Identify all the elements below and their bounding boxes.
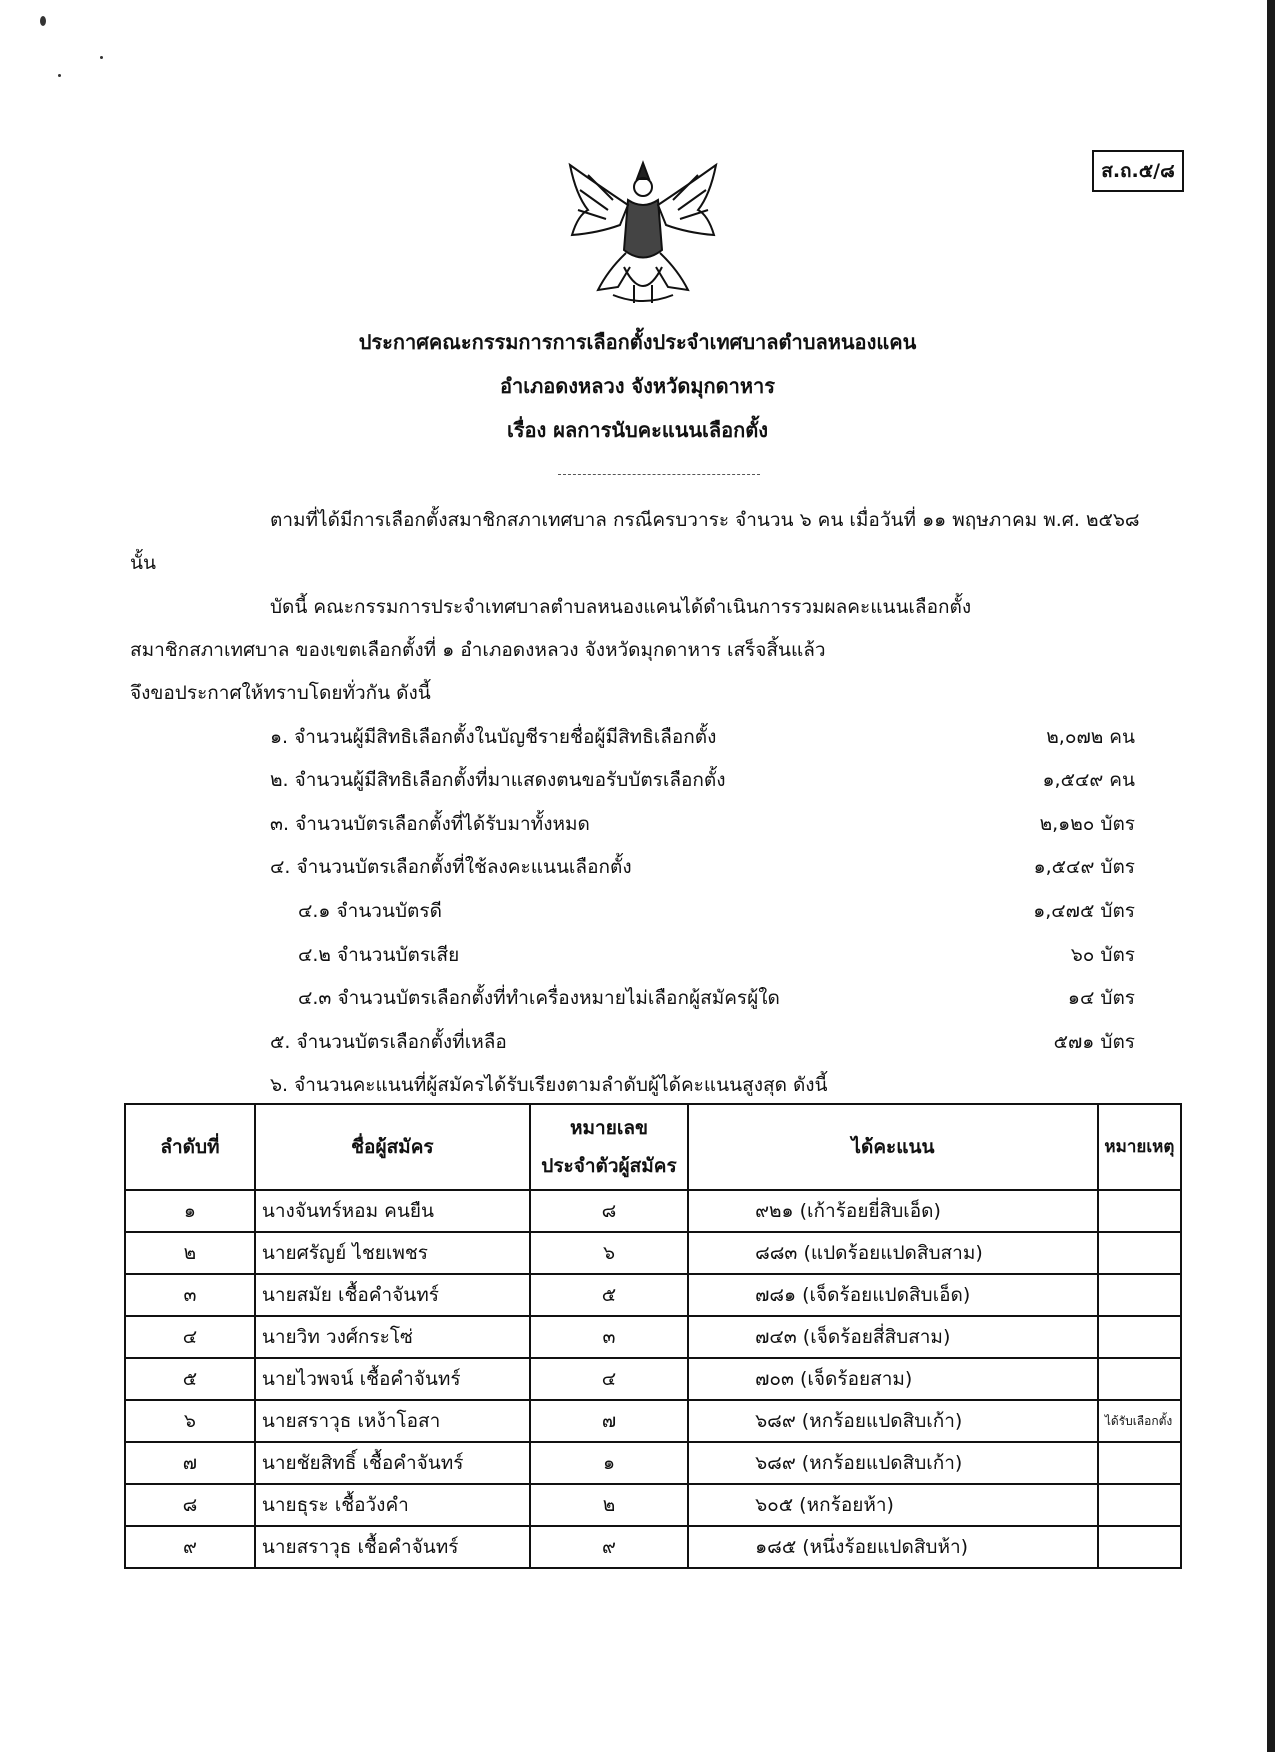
cell-note: ได้รับเลือกตั้ง [1098,1400,1181,1442]
header-number-line-2: ประจำตัวผู้สมัคร [541,1155,677,1177]
cell-votes: ๗๐๓ (เจ็ดร้อยสาม) [688,1358,1098,1400]
cell-name: นายธุระ เชื้อวังคำ [255,1484,530,1526]
item-label: ๔.๑ จำนวนบัตรดี [298,900,442,922]
cell-number: ๓ [530,1316,688,1358]
cell-number: ๙ [530,1526,688,1568]
paragraph-1-line-2: นั้น [130,552,156,574]
cell-note [1098,1232,1181,1274]
cell-name: นายสราวุธ เหง้าโอสา [255,1400,530,1442]
header-note: หมายเหตุ [1098,1104,1181,1190]
cell-name: นายสมัย เชื้อคำจันทร์ [255,1274,530,1316]
table-row [125,1442,1181,1484]
table-row [125,1400,1181,1442]
cell-number: ๒ [530,1484,688,1526]
cell-rank: ๑ [125,1190,255,1232]
table-row [125,1316,1181,1358]
item-label: ๓. จำนวนบัตรเลือกตั้งที่ได้รับมาทั้งหมด [270,813,590,835]
scan-speck [58,74,61,77]
cell-name: นายชัยสิทธิ์ เชื้อคำจันทร์ [255,1442,530,1484]
cell-number: ๕ [530,1274,688,1316]
header-number [530,1104,688,1190]
cell-note [1098,1484,1181,1526]
garuda-emblem-icon [558,155,728,310]
cell-number: ๑ [530,1442,688,1484]
item-label: ๑. จำนวนผู้มีสิทธิเลือกตั้งในบัญชีรายชื่อผู้มีสิทธิเลือกตั้ง [270,726,717,748]
cell-rank: ๕ [125,1358,255,1400]
cell-note [1098,1526,1181,1568]
form-code-box: ส.ถ.๕/๘ [1092,150,1184,192]
cell-name: นายศรัญย์ ไชยเพชร [255,1232,530,1274]
item-label: ๕. จำนวนบัตรเลือกตั้งที่เหลือ [270,1031,507,1053]
cell-votes: ๙๒๑ (เก้าร้อยยี่สิบเอ็ด) [688,1190,1098,1232]
cell-number: ๔ [530,1358,688,1400]
table-header-row [125,1104,1181,1190]
header-rank: ลำดับที่ [125,1104,255,1190]
paragraph-1-line-1: ตามที่ได้มีการเลือกตั้งสมาชิกสภาเทศบาล กรณีครบวาระ จำนวน ๖ คน เมื่อวันที่ ๑๑ พฤษภาคม พ.ศ. ๒๕๖๘ [270,509,1140,531]
item-label: ๔.๓ จำนวนบัตรเลือกตั้งที่ทำเครื่องหมายไม่เลือกผู้สมัครผู้ใด [298,987,780,1009]
cell-note [1098,1316,1181,1358]
cell-votes: ๑๘๕ (หนึ่งร้อยแปดสิบห้า) [688,1526,1098,1568]
announcement-location: อำเภอดงหลวง จังหวัดมุกดาหาร [500,374,775,398]
header-votes: ได้คะแนน [688,1104,1098,1190]
cell-name: นายวิท วงศ์กระโซ่ [255,1316,530,1358]
cell-votes: ๗๘๑ (เจ็ดร้อยแปดสิบเอ็ด) [688,1274,1098,1316]
cell-rank: ๙ [125,1526,255,1568]
item-6-label: ๖. จำนวนคะแนนที่ผู้สมัครได้รับเรียงตามลำดับผู้ได้คะแนนสูงสุด ดังนี้ [270,1074,828,1096]
item-value: ๑,๕๔๙ บัตร [1033,856,1135,878]
cell-rank: ๒ [125,1232,255,1274]
cell-votes: ๖๘๙ (หกร้อยแปดสิบเก้า) [688,1442,1098,1484]
item-value: ๑,๕๔๙ คน [1042,769,1135,791]
item-value: ๒,๑๒๐ บัตร [1039,813,1135,835]
item-value: ๑,๔๗๕ บัตร [1033,900,1135,922]
vote-results-table [124,1103,1182,1569]
paragraph-2-line-1: บัดนี้ คณะกรรมการประจำเทศบาลตำบลหนองแคนได้ดำเนินการรวมผลคะแนนเลือกตั้ง [270,596,972,618]
cell-votes: ๖๘๙ (หกร้อยแปดสิบเก้า) [688,1400,1098,1442]
item-label: ๔. จำนวนบัตรเลือกตั้งที่ใช้ลงคะแนนเลือกตั้ง [270,856,632,878]
cell-rank: ๓ [125,1274,255,1316]
cell-votes: ๘๘๓ (แปดร้อยแปดสิบสาม) [688,1232,1098,1274]
cell-rank: ๗ [125,1442,255,1484]
cell-rank: ๖ [125,1400,255,1442]
cell-note [1098,1274,1181,1316]
paragraph-2-line-2: สมาชิกสภาเทศบาล ของเขตเลือกตั้งที่ ๑ อำเภอดงหลวง จังหวัดมุกดาหาร เสร็จสิ้นแล้ว [130,639,826,661]
item-label: ๒. จำนวนผู้มีสิทธิเลือกตั้งที่มาแสดงตนขอรับบัตรเลือกตั้ง [270,769,726,791]
paragraph-2-line-3: จึงขอประกาศให้ทราบโดยทั่วกัน ดังนี้ [130,682,431,704]
cell-rank: ๔ [125,1316,255,1358]
cell-name: นายสราวุธ เชื้อคำจันทร์ [255,1526,530,1568]
scan-speck [100,56,103,59]
cell-votes: ๗๔๓ (เจ็ดร้อยสี่สิบสาม) [688,1316,1098,1358]
announcement-title: ประกาศคณะกรรมการการเลือกตั้งประจำเทศบาลตำบลหนองแคน [358,330,917,354]
cell-name: นางจันทร์หอม คนยืน [255,1190,530,1232]
table-row [125,1274,1181,1316]
header-name: ชื่อผู้สมัคร [255,1104,530,1190]
header-number-line-1: หมายเลข [570,1117,648,1139]
cell-note [1098,1190,1181,1232]
item-value: ๖๐ บัตร [1070,944,1135,966]
item-label: ๔.๒ จำนวนบัตรเสีย [298,944,460,966]
cell-number: ๘ [530,1190,688,1232]
table-row [125,1358,1181,1400]
cell-note [1098,1442,1181,1484]
cell-number: ๗ [530,1400,688,1442]
table-row [125,1526,1181,1568]
announcement-subject: เรื่อง ผลการนับคะแนนเลือกตั้ง [506,418,769,442]
table-row [125,1484,1181,1526]
cell-rank: ๘ [125,1484,255,1526]
cell-name: นายไวพจน์ เชื้อคำจันทร์ [255,1358,530,1400]
title-divider [558,474,760,475]
item-value: ๕๗๑ บัตร [1053,1031,1135,1053]
cell-votes: ๖๐๕ (หกร้อยห้า) [688,1484,1098,1526]
item-value: ๑๔ บัตร [1067,987,1135,1009]
item-value: ๒,๐๗๒ คน [1046,726,1135,748]
scan-edge [1267,0,1275,1752]
cell-note [1098,1358,1181,1400]
scan-speck [40,16,46,26]
cell-number: ๖ [530,1232,688,1274]
table-row [125,1232,1181,1274]
table-row [125,1190,1181,1232]
